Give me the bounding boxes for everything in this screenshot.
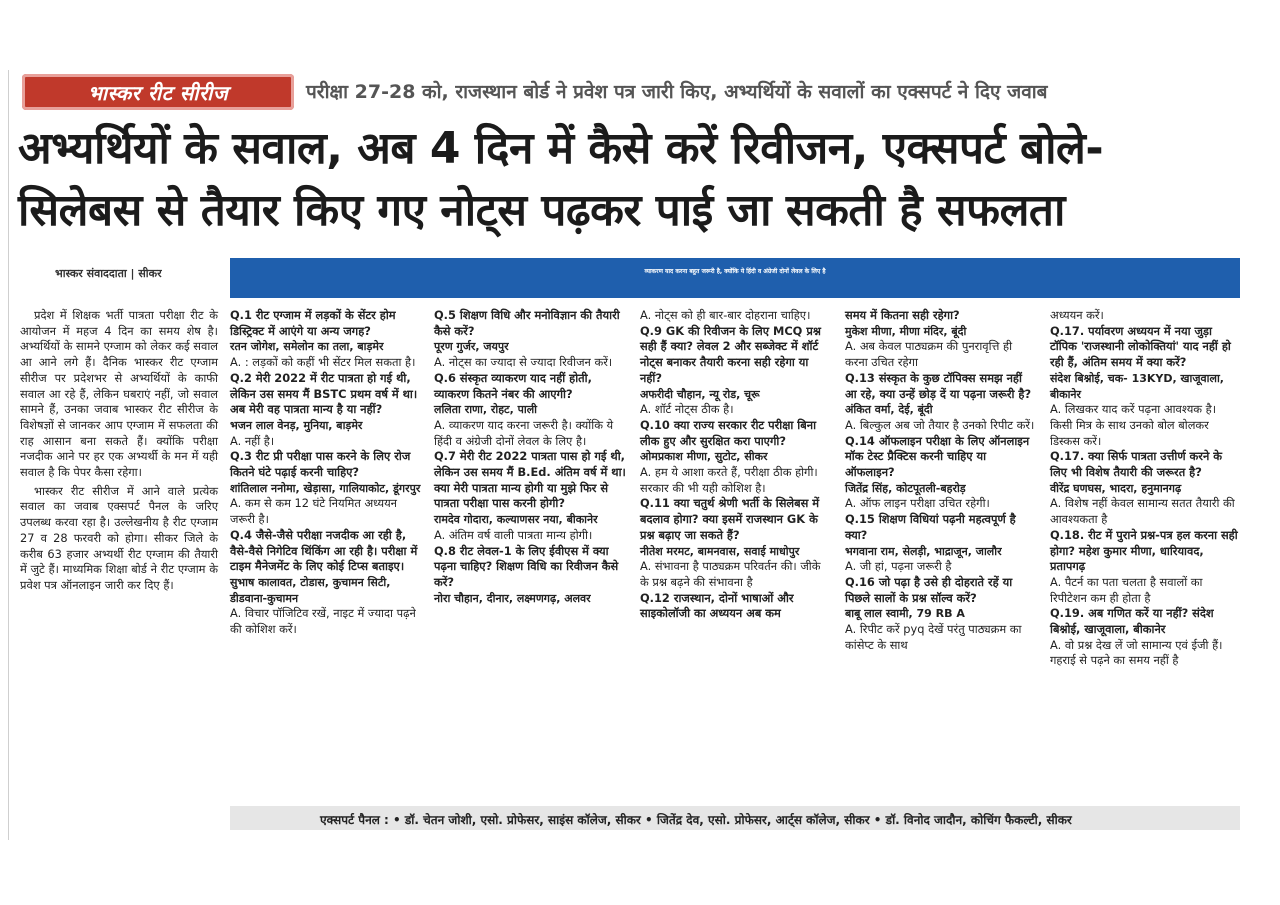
subhead-text: व्याकरण याद करना बहुत जरूरी है, क्योंकि ये हिंदी व अंग्रेजी दोनों लेवल के लिए है	[644, 268, 826, 275]
expert-panel-text: एक्सपर्ट पैनल : • डॉ. चेतन जोशी, एसो. प्रोफेसर, साइंस कॉलेज, सीकर • जितेंद्र देव, एसो. प्रोफेसर, आर्ट्स कॉलेज, सीकर • डॉ. विनोद जादौन, कोचिंग फैकल्टी, सीकर	[320, 813, 1072, 827]
asker-name: नीतेश मरमट, बामनवास, सवाई माधोपुर	[640, 544, 800, 558]
qa-column-2	[434, 308, 626, 606]
qa-column-4	[845, 308, 1037, 653]
asker-name: अंकित वर्मा, देई, बूंदी	[845, 403, 933, 417]
asker-name: जितेंद्र सिंह, कोटपूतली-बहरोड़	[845, 481, 966, 495]
question: Q.17. पर्यावरण अध्ययन में नया जुड़ा टॉपिक 'राजस्थानी लोकोक्तियां' याद नहीं हो रही हैं, अंतिम समय में क्या करें?	[1050, 323, 1231, 370]
asker-name: भगवाना राम, सेलड़ी, भाद्राजून, जालौर	[845, 544, 1002, 558]
answer: A. संभावना है पाठ्यक्रम परिवर्तन की। जीके के प्रश्न बढ़ने की संभावना है	[640, 559, 821, 589]
answer: A. बिल्कुल अब जो तैयार है उनको रिपीट करें।	[845, 417, 1035, 432]
asker-name: संदेश बिश्नोई, चक- 13KYD, खाजूवाला, बीकानेर	[1050, 371, 1224, 401]
question: Q.18. रीट में पुराने प्रश्न-पत्र हल करना सही होगा? महेश कुमार मीणा, धारियावद, प्रतापगढ़	[1050, 527, 1238, 574]
asker-name: भजन लाल वेनड़, मुनिया, बाड़मेर	[230, 418, 363, 432]
question: Q.13 संस्कृत के कुछ टॉपिक्स समझ नहीं आ रहे, क्या उन्हें छोड़ दें या पढ़ना जरूरी है?	[845, 370, 1032, 401]
asker-name: ललिता राणा, रोहट, पाली	[434, 403, 538, 417]
answer: A. शॉर्ट नोट्स ठीक है।	[640, 402, 734, 417]
question: Q.6 संस्कृत व्याकरण याद नहीं होती, व्याकरण कितने नंबर की आएगी?	[434, 370, 592, 401]
intro-paragraph-2: भास्कर रीट सीरीज में आने वाले प्रत्येक सवाल का जवाब एक्सपर्ट पैनल के जरिए उपलब्ध करवा रहा है। उल्लेखनीय है रीट एग्जाम 27 व 28 फरवरी को होगा। सीकर जिले के करीब 63 हजार अभ्यर्थी रीट एग्जाम की तैयारी में जुटे हैं। माध्यमिक शिक्षा बोर्ड ने रीट एग्जाम के प्रवेश पत्र ऑनलाइन जारी कर दिए हैं।	[20, 483, 218, 592]
question: Q.2 मेरी 2022 में रीट पात्रता हो गई थी, लेकिन उस समय मैं BSTC प्रथम वर्ष में था। अब मेरी वह पात्रता मान्य है या नहीं?	[230, 370, 418, 417]
qa-column-5	[1050, 308, 1240, 669]
asker-name: वीरेंद्र घणघस, भादरा, हनुमानगढ़	[1050, 481, 1182, 495]
answer: A. पैटर्न का पता चलता है सवालों का रिपीटेशन कम ही होता है	[1050, 574, 1203, 605]
question: Q.11 क्या चतुर्थ श्रेणी भर्ती के सिलेबस में बदलाव होगा? क्या इसमें राजस्थान GK के प्रश्न बढ़ाए जा सकते हैं?	[640, 496, 820, 542]
answer: A. नहीं है।	[230, 433, 275, 448]
answer: A. विचार पॉजिटिव रखें, नाइट में ज्यादा पढ़ने की कोशिश करें।	[230, 606, 416, 637]
column-rule	[8, 70, 9, 840]
answer: A. अंतिम वर्ष वाली पात्रता मान्य होगी।	[434, 527, 593, 542]
question: Q.14 ऑफलाइन परीक्षा के लिए ऑनलाइन मॉक टेस्ट प्रैक्टिस करनी चाहिए या ऑफलाइन?	[845, 433, 1030, 480]
intro-article	[20, 308, 218, 594]
answer: A. हम ये आशा करते हैं, परीक्षा ठीक होगी। सरकार की भी यही कोशिश है।	[640, 465, 818, 495]
answer: A. : लड़कों को कहीं भी सेंटर मिल सकता है।	[230, 355, 416, 370]
qa-column-3	[640, 308, 832, 622]
question: Q.9 GK की रिवीजन के लिए MCQ प्रश्न सही हैं क्या? लेवल 2 और सब्जेक्ट में शॉर्ट नोट्स बनाकर तैयारी करना सही रहेगा या नहीं?	[640, 323, 821, 385]
answer: A. वो प्रश्न देख लें जो सामान्य एवं ईजी हैं। गहराई से पढ़ने का समय नहीं है	[1050, 637, 1223, 668]
intro-paragraph-1: प्रदेश में शिक्षक भर्ती पात्रता परीक्षा रीट के आयोजन में महज 4 दिन का समय शेष है। अभ्यर्थियों के सामने एग्जाम को लेकर कई सवाल आ आने लगे हैं। दैनिक भास्कर रीट एग्जाम सीरीज पर प्रदेशभर से अभ्यर्थियों के काफी सवाल आ रहे हैं, लेकिन घबराएं नहीं, जो सवाल सामने हैं, उनका जवाब भास्कर रीट सीरीज के विशेषज्ञों से जानकर आप एग्जाम में सफलता की राह आसान बना सकते हैं। क्योंकि परीक्षा नजदीक आने पर हर एक अभ्यर्थी के मन में यही सवाल है कि पेपर कैसा रहेगा।	[20, 308, 218, 480]
answer: A. नोट्स का ज्यादा से ज्यादा रिवीजन करें।	[434, 355, 613, 370]
kicker-text: परीक्षा 27-28 को, राजस्थान बोर्ड ने प्रवेश पत्र जारी किए, अभ्यर्थियों के सवालों का एक्सपर्ट ने दिए जवाब	[306, 81, 1048, 103]
answer: A. लिखकर याद करें पढ़ना आवश्यक है। किसी मित्र के साथ उनको बोल बोलकर डिस्कस करें।	[1050, 402, 1217, 448]
headline-line-1: अभ्यर्थियों के सवाल, अब 4 दिन में कैसे करें रिवीजन, एक्सपर्ट बोले-	[18, 123, 1104, 174]
series-badge	[22, 74, 294, 110]
question: Q.5 शिक्षण विधि और मनोविज्ञान की तैयारी कैसे करें?	[434, 308, 620, 338]
asker-name: अफरीदी चौहान, न्यू रोड, चूरू	[640, 387, 760, 401]
question: Q.19. अब गणित करें या नहीं? संदेश बिश्नोई, खाजूवाला, बीकानेर	[1050, 606, 1214, 637]
question: Q.1 रीट एग्जाम में लड़कों के सेंटर होम डिस्ट्रिक्ट में आएंगे या अन्य जगह?	[230, 308, 396, 338]
question: Q.4 जैसे-जैसे परीक्षा नजदीक आ रही है, वैसे-वैसे निगेटिव थिंकिंग आ रही है। परीक्षा में टाइम मैनेजमेंट के लिए कोई टिप्स बताइए।	[230, 527, 418, 574]
answer: A. अब केवल पाठ्यक्रम की पुनरावृत्ति ही करना उचित रहेगा	[845, 339, 1013, 370]
answer: A. रिपीट करें pyq देखें परंतु पाठ्यक्रम का कांसेप्ट के साथ	[845, 622, 1022, 652]
asker-name: बाबू लाल स्वामी, 79 RB A	[845, 607, 965, 621]
asker-name: रामदेव गोदारा, कल्याणसर नया, बीकानेर	[434, 513, 598, 527]
asker-name: मुकेश मीणा, मीणा मंदिर, बूंदी	[845, 324, 967, 338]
question: समय में कितना सही रहेगा?	[845, 308, 960, 322]
question: Q.10 क्या राज्य सरकार रीट परीक्षा बिना लीक हुए और सुरक्षित करा पाएगी?	[640, 417, 817, 448]
answer: A. नोट्स को ही बार-बार दोहराना चाहिए।	[640, 308, 811, 322]
question: Q.3 रीट प्री परीक्षा पास करने के लिए रोज कितने घंटे पढ़ाई करनी चाहिए?	[230, 449, 411, 480]
question: Q.7 मेरी रीट 2022 पात्रता पास हो गई थी, लेकिन उस समय मैं B.Ed. अंतिम वर्ष में था। क्या मेरी पात्रता मान्य होगी या मुझे फिर से पात्रता परीक्षा पास करनी होगी?	[434, 449, 626, 511]
asker-name: ओमप्रकाश मीणा, सुटोट, सीकर	[640, 450, 768, 464]
question: Q.16 जो पढ़ा है उसे ही दोहराते रहें या पिछले सालों के प्रश्न सॉल्व करें?	[845, 574, 1013, 605]
asker-name: नोरा चौहान, दीनार, लक्ष्मणगढ़, अलवर	[434, 591, 591, 605]
byline: भास्कर संवाददाता | सीकर	[55, 267, 162, 280]
question: Q.8 रीट लेवल-1 के लिए ईवीएस में क्या पढ़ना चाहिए? शिक्षण विधि का रिवीजन कैसे करें?	[434, 543, 619, 589]
asker-name: शांतिलाल ननोमा, खेड़ासा, गालियाकोट, डूंगरपुर	[230, 481, 421, 495]
subhead-banner	[230, 258, 1240, 298]
answer: A. जी हां, पढ़ना जरूरी है	[845, 559, 952, 574]
asker-name: सुभाष कालावत, टोडास, कुचामन सिटी, डीडवाना-कुचामन	[230, 575, 391, 605]
answer: A. व्याकरण याद करना जरूरी है। क्योंकि ये हिंदी व अंग्रेजी दोनों लेवल के लिए है।	[434, 417, 614, 448]
answer: अध्ययन करें।	[1050, 308, 1104, 322]
question: Q.15 शिक्षण विधियां पढ़नी महत्वपूर्ण है क्या?	[845, 512, 1016, 542]
asker-name: पूरण गुर्जर, जयपुर	[434, 340, 509, 354]
qa-column-1	[230, 308, 422, 638]
series-badge-label: भास्कर रीट सीरीज	[87, 81, 229, 105]
answer: A. ऑफ लाइन परीक्षा उचित रहेगी।	[845, 496, 990, 511]
expert-panel-bar	[230, 806, 1240, 830]
asker-name: रतन जोगेश, समेलोन का तला, बाड़मेर	[230, 340, 384, 354]
question: Q.17. क्या सिर्फ पात्रता उत्तीर्ण करने के लिए भी विशेष तैयारी की जरूरत है?	[1050, 449, 1222, 480]
answer: A. विशेष नहीं केवल सामान्य सतत तैयारी की आवश्यकता है	[1050, 496, 1235, 527]
answer: A. कम से कम 12 घंटे नियमित अध्ययन जरूरी है।	[230, 496, 397, 527]
headline-line-2: सिलेबस से तैयार किए गए नोट्स पढ़कर पाई जा सकती है सफलता	[18, 185, 1065, 236]
question: Q.12 राजस्थान, दोनों भाषाओं और साइकोलॉजी का अध्ययन अब कम	[640, 590, 794, 621]
